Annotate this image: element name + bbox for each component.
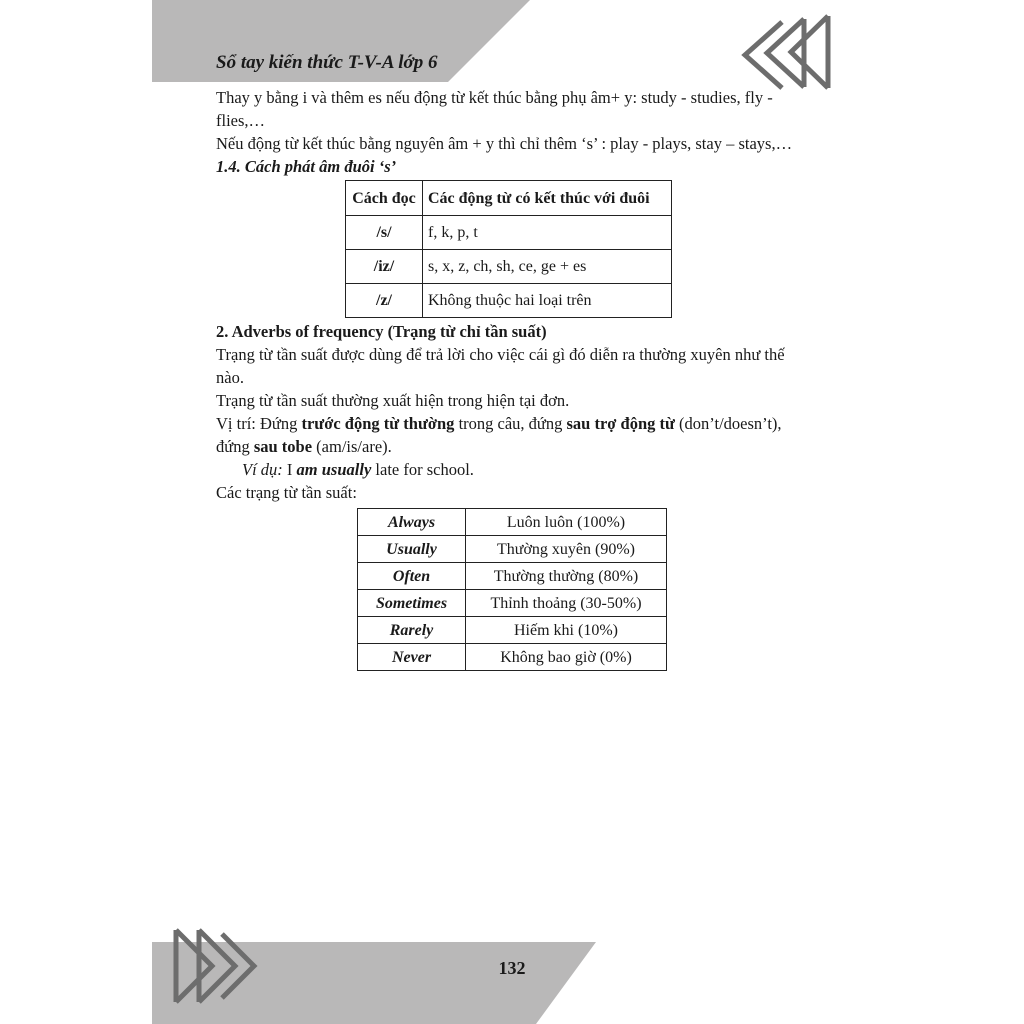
table-header: Cách đọc	[346, 181, 423, 216]
table-row	[358, 590, 667, 617]
table-row	[358, 644, 667, 671]
text-run: trong câu, đứng	[454, 414, 567, 433]
bold-text-run: trước động từ thường	[301, 414, 455, 433]
text-run: (am/is/are).	[312, 437, 392, 456]
adverb-cell: Usually	[358, 536, 466, 563]
table-cell: /s/	[346, 216, 423, 250]
paragraph-adverbs-list-intro: Các trạng từ tần suất:	[216, 483, 357, 502]
bold-text-run: sau trợ động từ	[566, 414, 675, 433]
table-header: Các động từ có kết thúc với đuôi	[423, 181, 672, 216]
table-row	[358, 536, 667, 563]
bold-text-run: sau tobe	[253, 437, 313, 456]
text-run: late for school.	[371, 460, 474, 479]
section-heading-adverbs: 2. Adverbs of frequency (Trạng từ chỉ tần suất)	[216, 322, 547, 341]
meaning-cell: Thường xuyên (90%)	[466, 536, 667, 563]
adverb-cell: Sometimes	[358, 590, 466, 617]
paragraph-y-to-ies: Thay y bằng i và thêm es nếu động từ kết thúc bằng phụ âm+ y: study - studies, fly - flies,…	[216, 88, 773, 130]
table-row	[346, 284, 672, 318]
book-page	[152, 0, 872, 1024]
paragraph-adverbs-position	[216, 412, 816, 458]
meaning-cell: Thỉnh thoảng (30-50%)	[466, 590, 667, 617]
table-header-row	[346, 181, 672, 216]
table-cell: f, k, p, t	[423, 216, 672, 250]
table-row	[358, 509, 667, 536]
table-row	[346, 216, 672, 250]
triple-chevron-left-icon	[745, 16, 828, 88]
text-run: I	[282, 460, 297, 479]
table-cell: Không thuộc hai loại trên	[423, 284, 672, 318]
adverb-cell: Often	[358, 563, 466, 590]
subheading-s-pronunciation: 1.4. Cách phát âm đuôi ‘s’	[216, 157, 397, 176]
page-content	[216, 86, 816, 671]
paragraph-vowel-y: Nếu động từ kết thúc bằng nguyên âm + y thì chỉ thêm ‘s’ : play - plays, stay – stays,…	[216, 134, 793, 153]
meaning-cell: Thường thường (80%)	[466, 563, 667, 590]
table-row	[358, 617, 667, 644]
text-run: Vị trí: Đứng	[216, 414, 302, 433]
table-cell: /z/	[346, 284, 423, 318]
paragraph-adverbs-tense: Trạng từ tần suất thường xuất hiện trong hiện tại đơn.	[216, 391, 570, 410]
bold-italic-text-run: am usually	[296, 460, 372, 479]
table-cell: s, x, z, ch, sh, ce, ge + es	[423, 250, 672, 284]
adverb-cell: Always	[358, 509, 466, 536]
example-sentence	[216, 458, 816, 481]
text-run: (don’t/doesn’t), đứng	[216, 414, 782, 456]
page-number: 132	[498, 958, 526, 978]
table-row	[358, 563, 667, 590]
adverb-cell: Rarely	[358, 617, 466, 644]
frequency-adverbs-table	[357, 508, 667, 671]
running-header-title: Sổ tay kiến thức T-V-A lớp 6	[216, 52, 438, 73]
meaning-cell: Luôn luôn (100%)	[466, 509, 667, 536]
adverb-cell: Never	[358, 644, 466, 671]
meaning-cell: Không bao giờ (0%)	[466, 644, 667, 671]
example-label: Ví dụ:	[242, 460, 283, 479]
table-row	[346, 250, 672, 284]
table-cell: /iz/	[346, 250, 423, 284]
meaning-cell: Hiếm khi (10%)	[466, 617, 667, 644]
paragraph-adverbs-usage: Trạng từ tần suất được dùng để trả lời cho việc cái gì đó diễn ra thường xuyên như thế nào.	[216, 345, 785, 387]
pronunciation-table	[345, 180, 672, 318]
